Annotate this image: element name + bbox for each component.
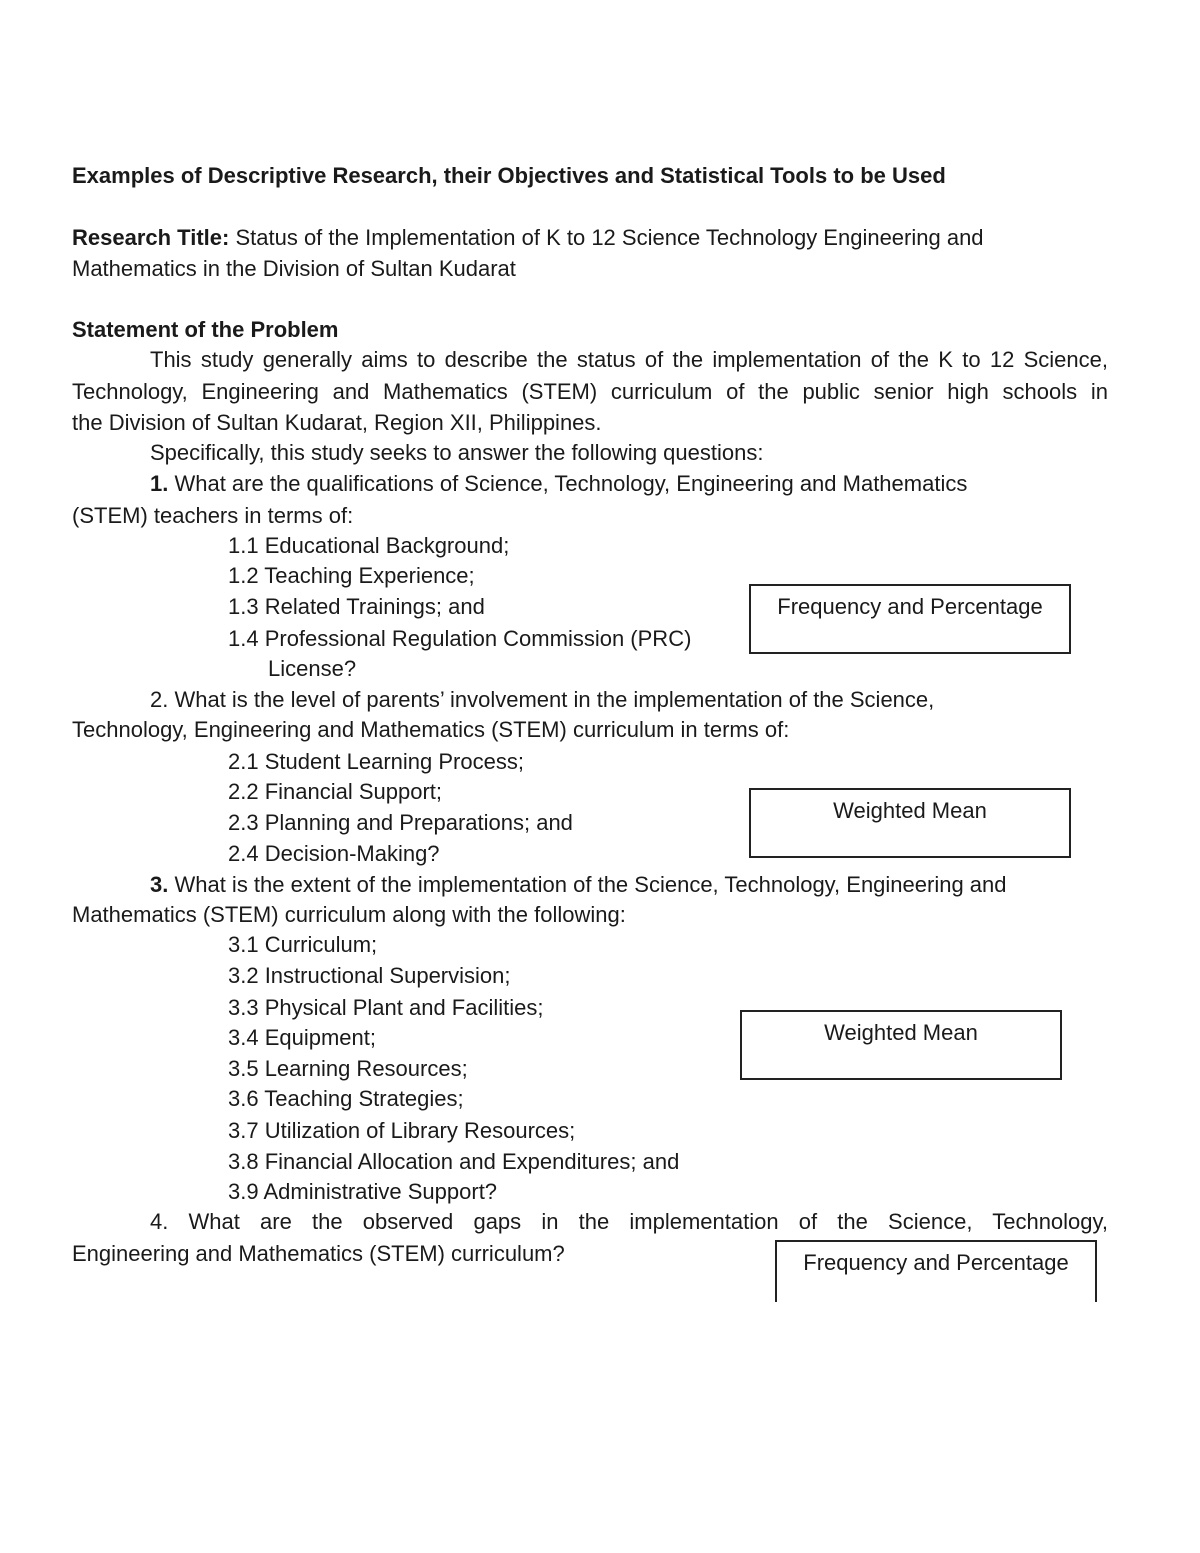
- question-1-item-3: 1.3 Related Trainings; and: [228, 594, 485, 619]
- tool-box-q3: [740, 1010, 1062, 1080]
- research-title-text: Status of the Implementation of K to 12 Science Technology Engineering and: [229, 225, 984, 250]
- tool-box-q1: [749, 584, 1071, 654]
- document-heading: Examples of Descriptive Research, their Objectives and Statistical Tools to be Used: [72, 163, 946, 188]
- question-2-line-1: 2. What is the level of parents’ involvement in the implementation of the Science,: [150, 687, 935, 712]
- question-2-item-1: 2.1 Student Learning Process;: [228, 749, 524, 774]
- tool-q3-label: Weighted Mean: [824, 1020, 978, 1045]
- question-2-item-4: 2.4 Decision-Making?: [228, 841, 440, 866]
- question-2-line-2: Technology, Engineering and Mathematics (STEM) curriculum in terms of:: [72, 717, 790, 742]
- question-1-item-4-cont: License?: [268, 656, 357, 681]
- question-3-item-1: 3.1 Curriculum;: [228, 932, 378, 957]
- question-3-item-9: 3.9 Administrative Support?: [228, 1179, 498, 1204]
- question-1-line-1: 1. What are the qualifications of Science, Technology, Engineering and Mathematics: [150, 471, 968, 496]
- research-title-line-1: [72, 223, 984, 253]
- question-3-item-5: 3.5 Learning Resources;: [228, 1056, 468, 1081]
- intro-line-3: the Division of Sultan Kudarat, Region XII, Philippines.: [72, 410, 602, 435]
- research-title-label: Research Title:: [72, 225, 230, 250]
- question-3-item-3: 3.3 Physical Plant and Facilities;: [228, 995, 544, 1020]
- question-1-item-1: 1.1 Educational Background;: [228, 533, 510, 558]
- question-3-item-6: 3.6 Teaching Strategies;: [228, 1086, 464, 1111]
- intro-line-1: This study generally aims to describe the status of the implementation of the K to 12 Science,: [150, 347, 1108, 372]
- question-1-number: 1.: [150, 471, 169, 496]
- question-3-item-7: 3.7 Utilization of Library Resources;: [228, 1118, 576, 1143]
- tool-box-q4: [775, 1240, 1097, 1302]
- question-2-item-2: 2.2 Financial Support;: [228, 779, 443, 804]
- tool-q1-label: Frequency and Percentage: [777, 594, 1043, 619]
- question-3-line-2: Mathematics (STEM) curriculum along with the following:: [72, 902, 626, 927]
- question-3-number: 3.: [150, 872, 169, 897]
- problem-heading: Statement of the Problem: [72, 317, 339, 342]
- question-2-item-3: 2.3 Planning and Preparations; and: [228, 810, 573, 835]
- question-4-line-1: 4. What are the observed gaps in the implementation of the Science, Technology,: [150, 1209, 1108, 1234]
- question-1-line-2: (STEM) teachers in terms of:: [72, 503, 354, 528]
- intro-line-2: Technology, Engineering and Mathematics (STEM) curriculum of the public senior high schools in: [72, 379, 1108, 404]
- question-3-line-1: 3. What is the extent of the implementation of the Science, Technology, Engineering and: [150, 872, 1007, 897]
- question-4-line-2: Engineering and Mathematics (STEM) curriculum?: [72, 1241, 565, 1266]
- tool-box-q2: [749, 788, 1071, 858]
- question-3-item-8: 3.8 Financial Allocation and Expenditures; and: [228, 1149, 680, 1174]
- tool-q4-label: Frequency and Percentage: [803, 1250, 1069, 1275]
- tool-q2-label: Weighted Mean: [833, 798, 987, 823]
- specifically-text: Specifically, this study seeks to answer the following questions:: [150, 440, 764, 465]
- research-title-line-2: Mathematics in the Division of Sultan Kudarat: [72, 256, 516, 281]
- question-3-item-4: 3.4 Equipment;: [228, 1025, 376, 1050]
- question-1-item-4: 1.4 Professional Regulation Commission (PRC): [228, 626, 692, 651]
- question-1-item-2: 1.2 Teaching Experience;: [228, 563, 475, 588]
- question-3-item-2: 3.2 Instructional Supervision;: [228, 963, 511, 988]
